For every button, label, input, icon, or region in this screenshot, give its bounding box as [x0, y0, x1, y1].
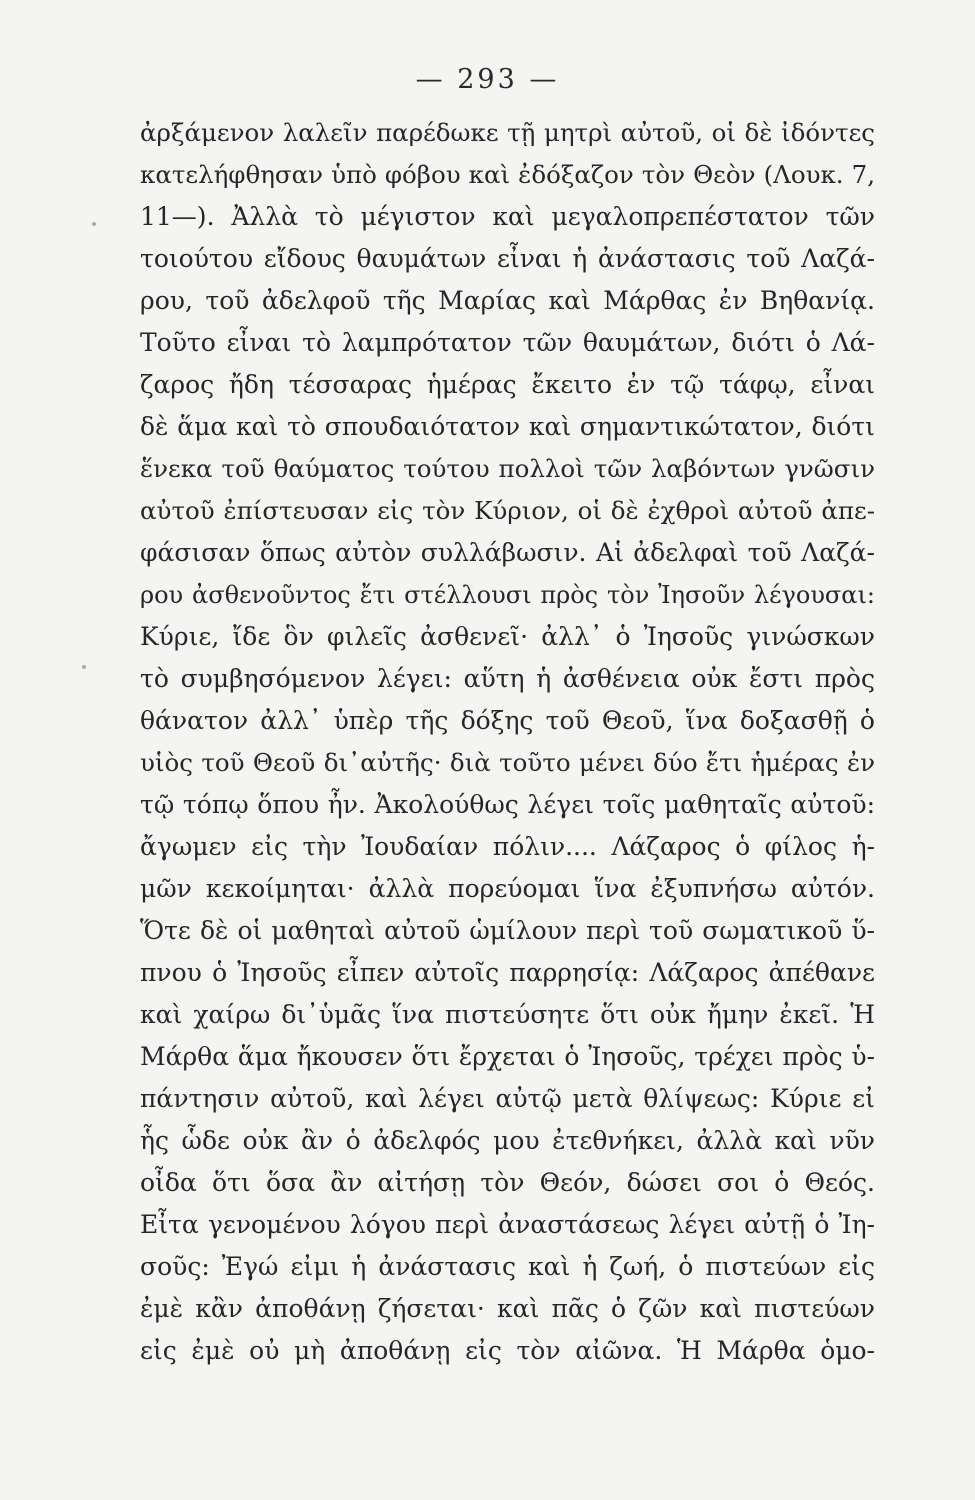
text-line: καὶ χαίρω δι᾽ὑμᾶς ἵνα πιστεύσητε ὅτι οὐκ ἤμην ἐκεῖ. Ἡ — [140, 1000, 875, 1029]
text-line: πνου ὁ Ἰησοῦς εἶπεν αὐτοῖς παρρησίᾳ: Λάζαρος ἀπέθανε — [140, 958, 875, 987]
text-line: φάσισαν ὅπως αὐτὸν συλλάβωσιν. Αἱ ἀδελφαὶ τοῦ Λαζά- — [140, 538, 875, 567]
text-line: δὲ ἅμα καὶ τὸ σπουδαιότατον καὶ σημαντικώτατον, διότι — [140, 412, 875, 441]
text-line: ἄγωμεν εἰς τὴν Ἰουδαίαν πόλιν.... Λάζαρος ὁ φίλος ἡ- — [140, 832, 875, 861]
text-line: ρου, τοῦ ἀδελφοῦ τῆς Μαρίας καὶ Μάρθας ἐν Βηθανίᾳ. — [140, 286, 875, 315]
text-line: οἶδα ὅτι ὅσα ἂν αἰτήσῃ τὸν Θεόν, δώσει σοι ὁ Θεός. — [140, 1168, 875, 1197]
text-line: ζαρος ἤδη τέσσαρας ἡμέρας ἔκειτο ἐν τῷ τάφῳ, εἶναι — [140, 370, 875, 399]
paper-speck — [92, 222, 96, 226]
text-line: θάνατον ἀλλ᾽ ὑπὲρ τῆς δόξης τοῦ Θεοῦ, ἵνα δοξασθῇ ὁ — [140, 706, 875, 735]
text-line: Τοῦτο εἶναι τὸ λαμπρότατον τῶν θαυμάτων, διότι ὁ Λά- — [140, 328, 875, 357]
text-line: τοιούτου εἴδους θαυμάτων εἶναι ἡ ἀνάστασις τοῦ Λαζά- — [140, 244, 875, 273]
text-line: μῶν κεκοίμηται· ἀλλὰ πορεύομαι ἵνα ἐξυπνήσω αὐτόν. — [140, 874, 875, 903]
text-line: τὸ συμβησόμενον λέγει: αὕτη ἡ ἀσθένεια οὐκ ἔστι πρὸς — [140, 664, 875, 693]
body-text — [140, 112, 875, 1372]
page-number: — 293 — — [415, 64, 560, 95]
text-line: τῷ τόπῳ ὅπου ἦν. Ἀκολούθως λέγει τοῖς μαθηταῖς αὐτοῦ: — [140, 790, 875, 819]
text-line: Ὅτε δὲ οἱ μαθηταὶ αὐτοῦ ὡμίλουν περὶ τοῦ σωματικοῦ ὕ- — [140, 916, 875, 945]
text-line: εἰς ἐμὲ οὐ μὴ ἀποθάνῃ εἰς τὸν αἰῶνα. Ἡ Μάρθα ὁμο- — [140, 1336, 875, 1365]
text-line: ἐμὲ κἂν ἀποθάνῃ ζήσεται· καὶ πᾶς ὁ ζῶν καὶ πιστεύων — [140, 1294, 875, 1323]
text-line: πάντησιν αὐτοῦ, καὶ λέγει αὐτῷ μετὰ θλίψεως: Κύριε εἰ — [140, 1084, 875, 1113]
text-line: ἀρξάμενον λαλεῖν παρέδωκε τῇ μητρὶ αὐτοῦ, οἱ δὲ ἰδόντες — [140, 118, 875, 147]
text-line: σοῦς: Ἐγώ εἰμι ἡ ἀνάστασις καὶ ἡ ζωή, ὁ πιστεύων εἰς — [140, 1252, 875, 1281]
text-line: κατελήφθησαν ὑπὸ φόβου καὶ ἐδόξαζον τὸν Θεὸν (Λουκ. 7, — [140, 160, 875, 189]
text-line: ἕνεκα τοῦ θαύματος τούτου πολλοὶ τῶν λαβόντων γνῶσιν — [140, 454, 875, 483]
text-line: 11—). Ἀλλὰ τὸ μέγιστον καὶ μεγαλοπρεπέστατον τῶν — [140, 202, 875, 231]
text-line: Μάρθα ἅμα ἤκουσεν ὅτι ἔρχεται ὁ Ἰησοῦς, τρέχει πρὸς ὑ- — [140, 1042, 875, 1071]
text-line: Εἶτα γενομένου λόγου περὶ ἀναστάσεως λέγει αὐτῇ ὁ Ἰη- — [140, 1210, 875, 1239]
text-line: ἧς ὧδε οὐκ ἂν ὁ ἀδελφός μου ἐτεθνήκει, ἀλλὰ καὶ νῦν — [140, 1126, 875, 1155]
paper-speck — [82, 665, 86, 669]
text-line: ρου ἀσθενοῦντος ἔτι στέλλουσι πρὸς τὸν Ἰησοῦν λέγουσαι: — [140, 581, 875, 609]
text-line: αὐτοῦ ἐπίστευσαν εἰς τὸν Κύριον, οἱ δὲ ἐχθροὶ αὐτοῦ ἀπε- — [140, 496, 875, 525]
text-line: Κύριε, ἴδε ὃν φιλεῖς ἀσθενεῖ· ἀλλ᾽ ὁ Ἰησοῦς γινώσκων — [140, 622, 875, 651]
text-line: υἱὸς τοῦ Θεοῦ δι᾽αὐτῆς· διὰ τοῦτο μένει δύο ἔτι ἡμέρας ἐν — [140, 748, 875, 777]
